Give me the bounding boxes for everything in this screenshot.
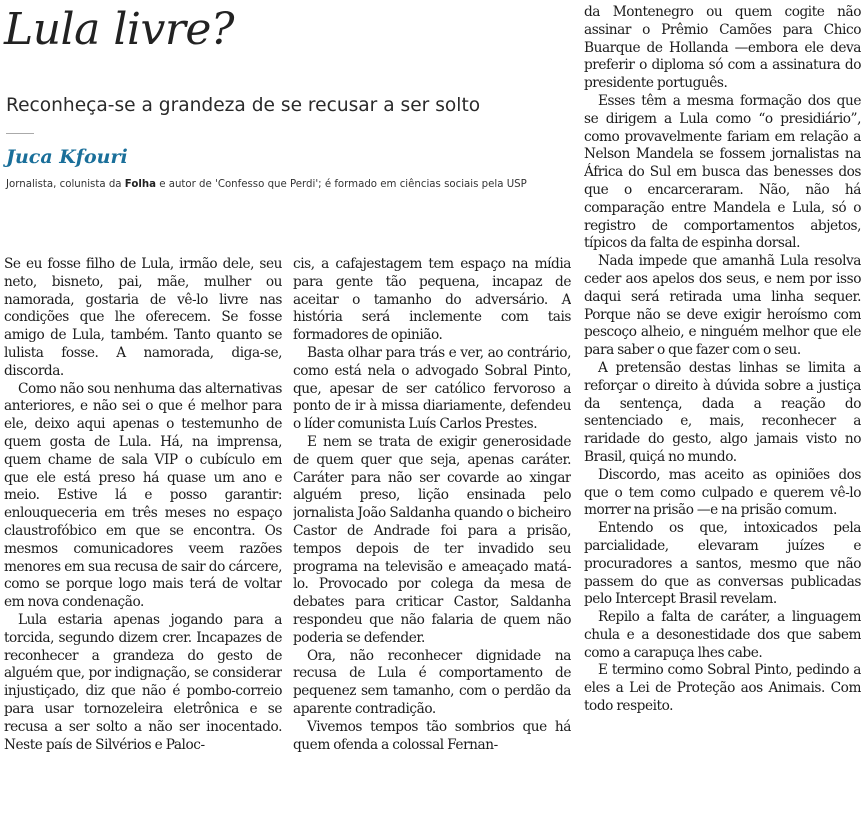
paragraph: A pretensão destas linhas se limita a reforçar o direito à dúvida sobre a justiça da sentença, dada a reação do sentenciado e, mais, reconhecer a raridade do gesto, algo jamais visto no Brasil, quiçá no mundo.: [584, 359, 861, 465]
bio-text-end: e autor de 'Confesso que Perdi'; é formado em ciências sociais pela USP: [155, 179, 527, 190]
paragraph: Vivemos tempos tão sombrios que há quem ofenda a colossal Fernan-: [293, 718, 571, 753]
paragraph: Nada impede que amanhã Lula resolva ceder aos apelos dos seus, e nem por isso daqui será retirada uma linha sequer. Porque não se deve exigir heroísmo com pescoço alheio, e ninguém melhor que ele para saber o que fazer com o seu.: [584, 253, 861, 359]
article-column-2: [293, 256, 571, 835]
paragraph: Entendo os que, intoxicados pela parcialidade, elevaram juízes e procuradores a santos, mesmo que não passem do que as conversas publicadas pelo Intercept Brasil revelam.: [584, 520, 861, 608]
subheadline: Reconheça-se a grandeza de se recusar a ser solto: [6, 95, 481, 116]
author-name[interactable]: Juca Kfouri: [6, 146, 128, 168]
paragraph: E termino como Sobral Pinto, pedindo a eles a Lei de Proteção aos Animais. Com todo respeito.: [584, 662, 861, 715]
paragraph: da Montenegro ou quem cogite não assinar o Prêmio Camões para Chico Buarque de Hollanda —embora ele deva preferir o diploma só com a assinatura do presidente português.: [584, 4, 861, 92]
paragraph: cis, a cafajestagem tem espaço na mídia para gente tão pequena, incapaz de aceitar o tamanho do adversário. A história será inclemente com tais formadores de opinião.: [293, 256, 571, 344]
paragraph: Se eu fosse filho de Lula, irmão dele, seu neto, bisneto, pai, mãe, mulher ou namorada, gostaria de vê-lo livre nas condições que lhe oferecem. Se fosse amigo de Lula, também. Tanto quanto se lulista fosse. A namorada, diga-se, discorda.: [4, 256, 282, 379]
paragraph: E nem se trata de exigir generosidade de quem quer que seja, apenas caráter. Caráter para não ser covarde ao xingar alguém preso, lição ensinada pelo jornalista João Saldanha quando o bicheiro Castor de Andrade foi para a prisão, tempos depois de ter invadido seu programa na televisão e ameaçado matá-lo. Provocado por colega da mesa de debates para criticar Castor, Saldanha respondeu que não falaria de quem não poderia se defender.: [293, 433, 571, 646]
bio-newspaper: Folha: [124, 179, 156, 190]
author-bio: [6, 178, 572, 192]
headline: Lula livre?: [4, 4, 235, 55]
paragraph: Lula estaria apenas jogando para a torcida, segundo dizem crer. Incapazes de reconhecer a grandeza do gesto de alguém que, por indignação, se considerar injustiçado, diz que não é pombo-correio para usar tornozeleira eletrônica e se recusa a ser solto a não ser inocentado. Neste país de Silvérios e Paloc-: [4, 611, 282, 753]
bio-text-start: Jornalista, colunista da: [6, 179, 125, 190]
article-column-1: [4, 256, 282, 835]
paragraph: Discordo, mas aceito as opiniões dos que o tem como culpado e querem vê-lo morrer na prisão —e na prisão comum.: [584, 466, 861, 519]
paragraph: Ora, não reconhecer dignidade na recusa de Lula é comportamento de pequenez sem tamanho, com o perdão da aparente contradição.: [293, 647, 571, 717]
author-divider: [6, 133, 34, 134]
paragraph: Esses têm a mesma formação dos que se dirigem a Lula como “o presidiário”, como provavelmente fariam em relação a Nelson Mandela se fossem jornalistas na África do Sul em busca das benesses dos que o encarceraram. Não, não há comparação entre Mandela e Lula, só o registro de comportamentos abjetos, típicos da falta de espinha dorsal.: [584, 92, 861, 252]
paragraph: Basta olhar para trás e ver, ao contrário, como está nela o advogado Sobral Pinto, que, apesar de ser católico fervoroso a ponto de ir à missa diariamente, defendeu o líder comunista Luís Carlos Prestes.: [293, 344, 571, 433]
article-column-3: [584, 4, 861, 835]
paragraph: Repilo a falta de caráter, a linguagem chula e a desonestidade dos que sabem como a carapuça lhes cabe.: [584, 609, 861, 661]
paragraph: Como não sou nenhuma das alternativas anteriores, e não sei o que é melhor para ele, deixo aqui apenas o testemunho de quem gosta de Lula. Há, na imprensa, quem chame de sala VIP o cubículo em que ele está preso há quase um ano e meio. Estive lá e posso garantir: enlouqueceria em três meses no espaço claustrofóbico em que se encontra. Os mesmos comunicadores veem razões menores em sua recusa de sair do cárcere, como se porque logo mais terá de voltar em nova condenação.: [4, 380, 282, 611]
